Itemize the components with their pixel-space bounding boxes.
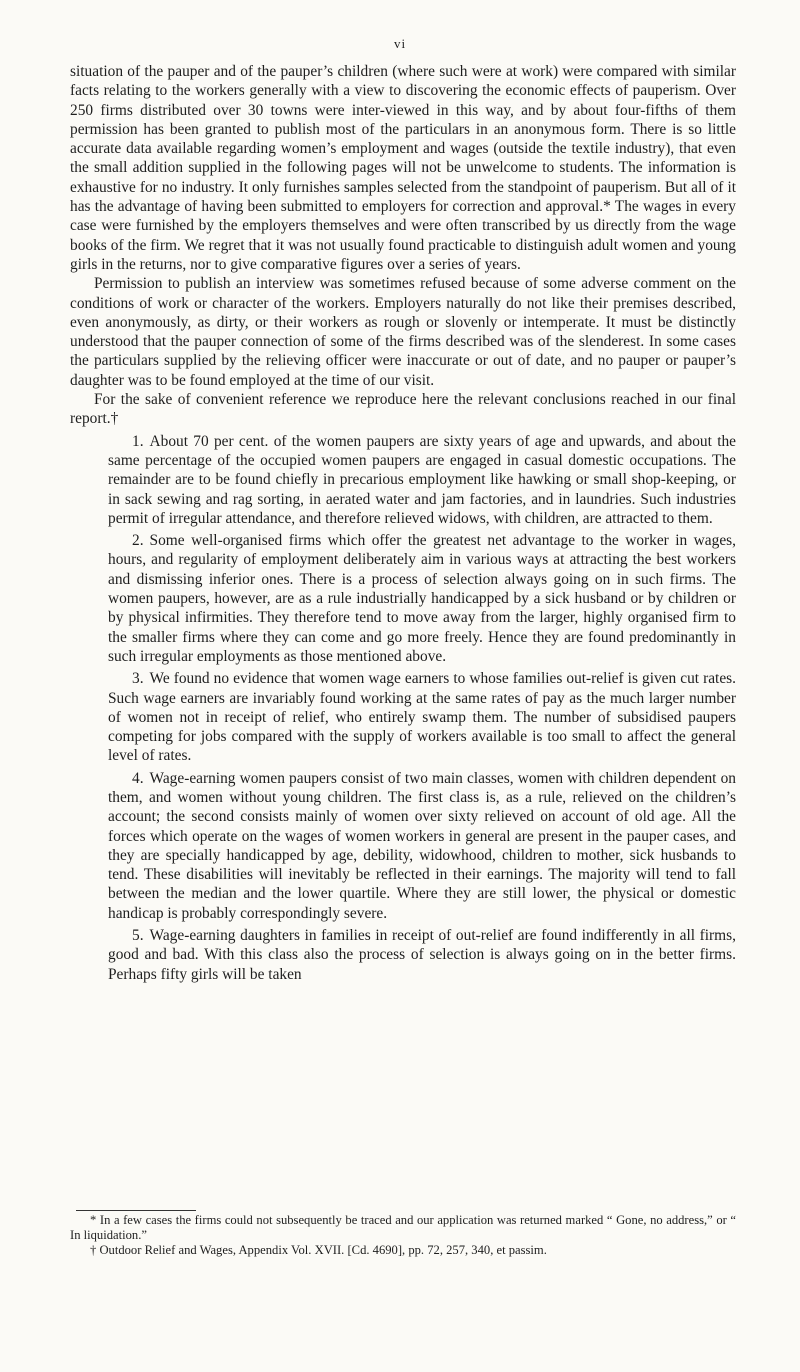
- body-text: [70, 62, 736, 987]
- footnotes: [70, 1210, 736, 1258]
- conclusion-text: Wage-earning daughters in families in receipt of out-relief are found indifferently in all firms, good and bad. With this class also the process of selection is always going on in the better firms. Perhaps fifty girls will be taken: [108, 927, 736, 983]
- conclusion-number: 2.: [132, 532, 144, 550]
- conclusion-item: [108, 531, 736, 666]
- conclusion-number: 3.: [132, 670, 144, 688]
- conclusion-number: 5.: [132, 927, 144, 945]
- conclusion-number: 4.: [132, 769, 144, 787]
- conclusion-item: [108, 432, 736, 528]
- footnote-2: † Outdoor Relief and Wages, Appendix Vol. XVII. [Cd. 4690], pp. 72, 257, 340, et passim.: [90, 1243, 547, 1257]
- paragraph-2: Permission to publish an interview was sometimes refused because of some adverse comment on the conditions of work or character of the workers. Employers naturally do not like their premises described, even anonymously, as dirty, or their workers as rough or slovenly or intemperate. It must be distinctly understood that the pauper connection of some of the firms described was of the slenderest. In some cases the particulars supplied by the relieving officer were inaccurate or out of date, and no pauper or pauper’s daughter was to be found employed at the time of our visit.: [70, 275, 736, 389]
- conclusion-item: [108, 669, 736, 765]
- conclusion-text: Some well-organised firms which offer the greatest net advantage to the worker in wages, hours, and regularity of employment deliberately aim in various ways at attracting the best workers and dismissing inferior ones. There is a process of selection always going on in such firms. The women paupers, however, are as a rule industrially handicapped by a sick husband or by children or by physical infirmities. They therefore tend to move away from the larger, highly organised firm to the smaller firms where they can come and go more freely. Hence they are found predominantly in such irregular employments as those mentioned above.: [108, 532, 736, 665]
- page-number: vi: [393, 36, 407, 51]
- conclusions-list: [70, 432, 736, 984]
- footnote-1: * In a few cases the firms could not subsequently be traced and our application was returned marked “ Gone, no address,” or “ In liquidation.”: [70, 1213, 736, 1242]
- conclusion-item: [108, 769, 736, 923]
- paragraph-1: situation of the pauper and of the pauper’s children (where such were at work) were compared with similar facts relating to the workers generally with a view to discovering the economic effects of pauperism. Over 250 firms distributed over 30 towns were inter-viewed in this way, and by about four-fifths of them permission has been granted to publish most of the particulars in an anonymous form. There is so little accurate data available regarding women’s employment and wages (outside the textile industry), that even the small addition supplied in the following pages will not be unwelcome to students. The information is exhaustive for no industry. It only furnishes samples selected from the standpoint of pauperism. But all of it has the advantage of having been submitted to employers for correction and approval.* The wages in every case were furnished by the employers themselves and were often transcribed by us directly from the wage books of the firm. We regret that it was not usually found practicable to distinguish adult women and young girls in the returns, nor to give comparative figures over a series of years.: [70, 63, 736, 273]
- conclusion-text: Wage-earning women paupers consist of two main classes, women with children dependent on them, and women without young children. The first class is, as a rule, relieved on the children’s account; the second consists mainly of women over sixty relieved on account of old age. All the forces which operate on the wages of women workers in general are present in the pauper cases, and they are specially handicapped by age, debility, widowhood, children to mother, sick husbands to tend. These disabilities will inevitably be reflected in their earnings. The majority will tend to fall between the median and the lower quartile. Where they are still lower, the physical or domestic handicap is probably correspondingly severe.: [108, 769, 736, 922]
- conclusion-number: 1.: [132, 432, 144, 450]
- conclusion-text: We found no evidence that women wage earners to whose families out-relief is given cut rates. Such wage earners are invariably found working at the same rates of pay as the much larger number of women not in receipt of relief, who entirely swamp them. The number of subsidised paupers competing for jobs compared with the supply of workers available is too small to affect the general level of rates.: [108, 670, 736, 765]
- paragraph-3: For the sake of convenient reference we reproduce here the relevant conclusions reached in our final report.†: [70, 391, 736, 428]
- conclusion-item: [108, 926, 736, 984]
- conclusion-text: About 70 per cent. of the women paupers are sixty years of age and upwards, and about the same percentage of the occupied women paupers are engaged in casual domestic occupations. The remainder are to be found chiefly in precarious employment like hawking or small shop-keeping, or in sack sewing and rag sorting, in aerated water and jam factories, and in laundries. Such industries permit of irregular attendance, and therefore relieved widows, with children, are attracted to them.: [108, 432, 736, 527]
- footnote-rule: [76, 1210, 196, 1211]
